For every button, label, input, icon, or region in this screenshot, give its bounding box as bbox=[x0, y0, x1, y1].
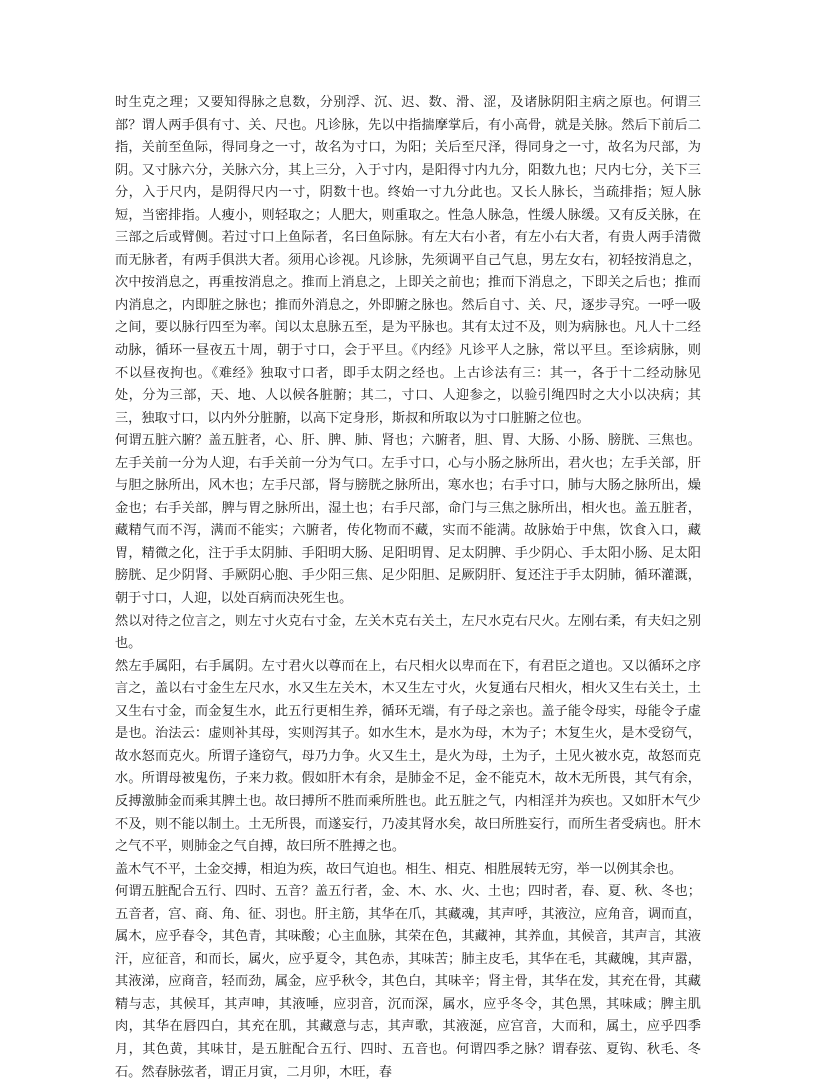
paragraph-five-zang-six-fu: 何谓五脏六腑？盖五脏者，心、肝、脾、肺、肾也；六腑者，胆、胃、大肠、小肠、膀胱、三焦也。左手关前一分为人迎，右手关前一分为气口。左手寸口，心与小肠之脉所出，君火也；左手关部，肝与胆之脉所出，风木也；左手尺部，肾与膀胱之脉所出，寒水也；右手寸口，肺与大肠之脉所出，燥金也；右手关部，脾与胃之脉所出，湿土也；右手尺部，命门与三焦之脉所出，相火也。盖五脏者，藏精气而不泻，满而不能实；六腑者，传化物而不藏，实而不能满。故脉始于中焦，饮食入口，藏胃，精微之化，注于手太阴肺、手阳明大肠、足阳明胃、足太阴脾、手少阴心、手太阳小肠、足太阳膀胱、足少阴肾、手厥阴心胞、手少阳三焦、足少阳胆、足厥阴肝、复还注于手太阴肺，循环灌溉，朝于寸口，人迎，以处百病而决死生也。 bbox=[115, 433, 701, 607]
paragraph-qi-pressure: 盖木气不平，土金交搏，相迫为疾，故曰气迫也。相生、相克、相胜展转无穷，举一以例其余也。 bbox=[115, 861, 683, 877]
paragraph-yin-yang-hands: 然左手属阳，右手属阴。左寸君火以尊而在上，右尺相火以卑而在下，有君臣之道也。又以循环之序言之，盖以右寸金生左尺水，水又生左关木，木又生左寸火，火复通右尺相火，相火又生右关土，土又生右寸金，而金复生水，此五行更相生养，循环无端，有子母之亲也。盖子能令母实，母能令子虚是也。治法云：虚则补其母，实则泻其子。如水生木，是水为母，木为子；木复生火，是木受窃气，故水怒而克火。所谓子逢窃气，母乃力争。火又生土，是火为母，土为子，土见火被水克，故怒而克水。所谓母被鬼伤，子来力救。假如肝木有余，是肺金不足，金不能克木，故木无所畏，其气有余，反搏激肺金而乘其脾土也。故曰搏所不胜而乘所胜也。此五脏之气，内相淫并为疾也。又如肝木气少不及，则不能以制土。土无所畏，而遂妄行，乃凌其肾水矣，故曰所胜妄行，而所生者受病也。肝木之气不平，则肺金之气自搏，故曰所不胜搏之也。 bbox=[115, 658, 701, 855]
document-page bbox=[115, 92, 701, 1084]
paragraph-opposing-positions: 然以对待之位言之，则左寸火克右寸金，左关木克右关土，左尺水克右尺火。左刚右柔，有夫妇之别也。 bbox=[115, 613, 701, 652]
paragraph-pulse-diagnosis: 时生克之理；又要知得脉之息数，分别浮、沉、迟、数、滑、涩，及诸脉阴阳主病之原也。何谓三部？谓人两手俱有寸、关、尺也。凡诊脉，先以中指揣摩掌后，有小高骨，就是关脉。然后下前后二指，关前至鱼际，得同身之一寸，故名为寸口，为阳；关后至尺泽，得同身之一寸，故名为尺部，为阴。又寸脉六分，关脉六分，其上三分，入于寸内，是阳得寸内九分，阳数九也；尺内七分，关下三分，入于尺内，是阴得尺内一寸，阴数十也。终始一寸九分此也。又长人脉长，当疏排指；短人脉短，当密排指。人瘦小，则轻取之；人肥大，则重取之。性急人脉急，性缓人脉缓。又有反关脉，在三部之后或臂侧。若过寸口上鱼际者，名曰鱼际脉。有左大右小者，有左小右大者，有贵人两手清微而无脉者，有两手俱洪大者。须用心诊视。凡诊脉，先须调平自己气息，男左女右，初轻按消息之，次中按消息之，再重按消息之。推而上消息之，上即关之前也；推而下消息之，下即关之后也；推而内消息之，内即脏之脉也；推而外消息之，外即腑之脉也。然后自寸、关、尺，逐步寻究。一呼一吸之间，要以脉行四至为率。闰以太息脉五至，是为平脉也。其有太过不及，则为病脉也。凡人十二经动脉，循环一昼夜五十周，朝于寸口，会于平旦。《内经》凡诊平人之脉，常以平旦。至诊病脉，则不以昼夜拘也。《难经》独取寸口者，即手太阴之经也。上古诊法有三：其一，各于十二经动脉见处，分为三部，天、地、人以候各脏腑；其二，寸口、人迎参之，以验引绳四时之大小以决病；其三，独取寸口，以内外分脏腑，以高下定身形，斯叔和所取以为寸口脏腑之位也。 bbox=[115, 95, 701, 426]
paragraph-five-phases: 何谓五脏配合五行、四时、五音？盖五行者，金、木、水、火、土也；四时者，春、夏、秋、冬也；五音者，宫、商、角、征、羽也。肝主筋，其华在爪，其藏魂，其声呼，其液泣，应角音，调而直，属木，应乎春令，其色青，其味酸；心主血脉，其荣在色，其藏神，其养血，其候音，其声言，其液汗，应征音，和而长，属火，应乎夏令，其色赤，其味苦；肺主皮毛，其华在毛，其藏魄，其声嚣，其液涕，应商音，轻而劲，属金，应乎秋令，其色白，其味辛；肾主骨，其华在发，其充在骨，其藏精与志，其候耳，其声呻，其液唾，应羽音，沉而深，属水，应乎冬令，其色黑，其味咸；脾主肌肉，其华在唇四白，其充在肌，其藏意与志，其声歌，其液涎，应宫音，大而和，属土，应乎四季月，其色黄，其味甘，是五脏配合五行、四时、五音也。何谓四季之脉？谓春弦、夏钩、秋毛、冬石。然春脉弦者，谓正月寅，二月卯，木旺，春 bbox=[115, 884, 701, 1080]
